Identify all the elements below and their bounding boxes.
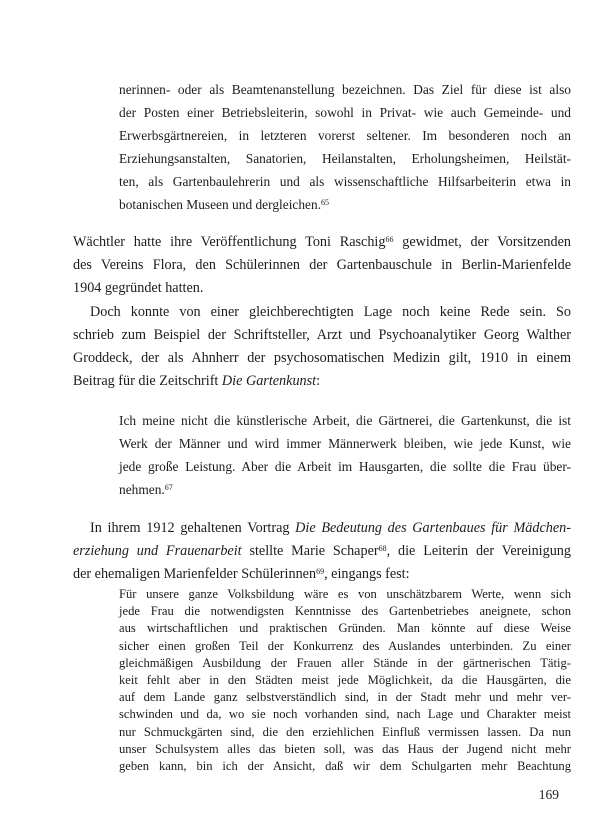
quote-line: ten, als Gartenbaulehrerin und als wissenschaftliche Hilfsarbeiterin etwa in — [119, 174, 571, 189]
quote-line: aus wirtschaftlichen und praktischen Gründen. Man könnte auf diese Weise — [119, 621, 571, 636]
quote-line: Erziehungsanstalten, Sanatorien, Heilanstalten, Erholungsheimen, Heilstät- — [119, 151, 571, 166]
quote-line: Ich meine nicht die künstlerische Arbeit, die Gärtnerei, die Gartenkunst, die ist — [119, 413, 571, 428]
quote-line: jede Frau die notwendigsten Kenntnisse des Gartenbetriebes aneignete, schon — [119, 604, 571, 619]
body-line: 1904 gegründet hatten. — [73, 280, 204, 296]
body-line: erziehung und Frauenarbeit stellte Marie Schaper$^{68}$, die Leiterin der Vereinigung — [73, 543, 571, 559]
quote-line: der Posten einer Betriebsleiterin, sowohl in Privat- wie auch Gemeinde- und — [119, 105, 571, 120]
lecture-title: Die Bedeutung des Gartenbaues für Mädchen- — [295, 520, 571, 536]
quote-line: geben kann, bin ich der Ansicht, daß wir dem Schulgarten mehr Beachtung — [119, 759, 571, 773]
quote-line: nehmen.$^{67}$ — [119, 482, 173, 497]
quote-line: nerinnen- oder als Beamtenanstellung bezeichnen. Das Ziel für diese ist also — [119, 82, 571, 97]
quote-line: sicher einen großen Teil der Konkurrenz des Auslandes unterbinden. Zu einer — [119, 638, 571, 653]
quote-line: auf dem Lande ganz selbstverständlich sind, in der Stadt mehr und mehr ver- — [119, 690, 571, 705]
quote-line: schwinden und da, wo sie noch vorhanden sind, nach Lage und Charakter meist — [119, 707, 571, 722]
body-line: schrieb zum Beispiel der Schriftsteller, Arzt und Psychoanalytiker Georg Walther — [73, 327, 571, 343]
quote-line: jede große Leistung. Aber die Arbeit im Hausgarten, die sollte die Frau über- — [119, 459, 571, 474]
quote-line: Für unsere ganze Volksbildung wäre es von unschätzbarem Werte, wenn sich — [119, 587, 571, 601]
quote-line: unser Schulsystem alles das bieten soll, was das Haus der Jugend nicht mehr — [119, 741, 571, 756]
quote-line: Erwerbsgärtnereien, in letzteren vorerst seltener. Im besonderen noch an — [119, 128, 571, 143]
quote-line: gleichmäßigen Ausbildung der Frauen aller Stände in der gärtnerischen Tätig- — [119, 655, 571, 670]
body-line: Groddeck, der als Ahnherr der psychosomatischen Medizin gilt, 1910 in einem — [73, 350, 571, 366]
quote-line: Werk der Männer und wird immer Männerwerk bleiben, wie jede Kunst, wie — [119, 436, 571, 451]
footnote-ref-66[interactable]: 66 — [385, 235, 394, 244]
journal-title: Die Gartenkunst — [221, 373, 317, 389]
body-line: Doch konnte von einer gleichberechtigten Lage noch keine Rede sein. So — [90, 304, 571, 320]
quote-line: keit fehlt aber in den Städten meist jede Möglichkeit, da die Hausgärten, die — [119, 673, 571, 687]
footnote-ref-65[interactable]: 65 — [321, 198, 330, 207]
page-number: 169 — [538, 787, 559, 802]
footnote-ref-67[interactable]: 67 — [164, 483, 173, 492]
body-line: Wächtler hatte ihre Veröffentlichung Toni Raschig$^{66}$ gewidmet, der Vorsitzenden — [73, 234, 571, 250]
footnote-ref-68[interactable]: 68 — [378, 544, 387, 553]
quote-line: botanischen Museen und dergleichen.$^{65}$ — [119, 197, 330, 212]
body-line: In ihrem 1912 gehaltenen Vortrag Die Bedeutung des Gartenbaues für Mädchen- — [90, 520, 571, 536]
lecture-title-cont: erziehung und Frauenarbeit — [73, 543, 242, 559]
body-line: des Vereins Flora, den Schülerinnen der Gartenbauschule in Berlin-Marienfelde — [73, 257, 571, 273]
body-line: der ehemaligen Marienfelder Schülerinnen$^{69}$, eingangs fest: — [73, 566, 410, 582]
footnote-ref-69[interactable]: 69 — [316, 567, 325, 576]
body-line: Beitrag für die Zeitschrift Die Gartenkunst: — [73, 373, 321, 389]
quote-line: nur Schmuckgärten sind, die den erziehlichen Einfluß vermissen lassen. Da nun — [119, 724, 571, 739]
